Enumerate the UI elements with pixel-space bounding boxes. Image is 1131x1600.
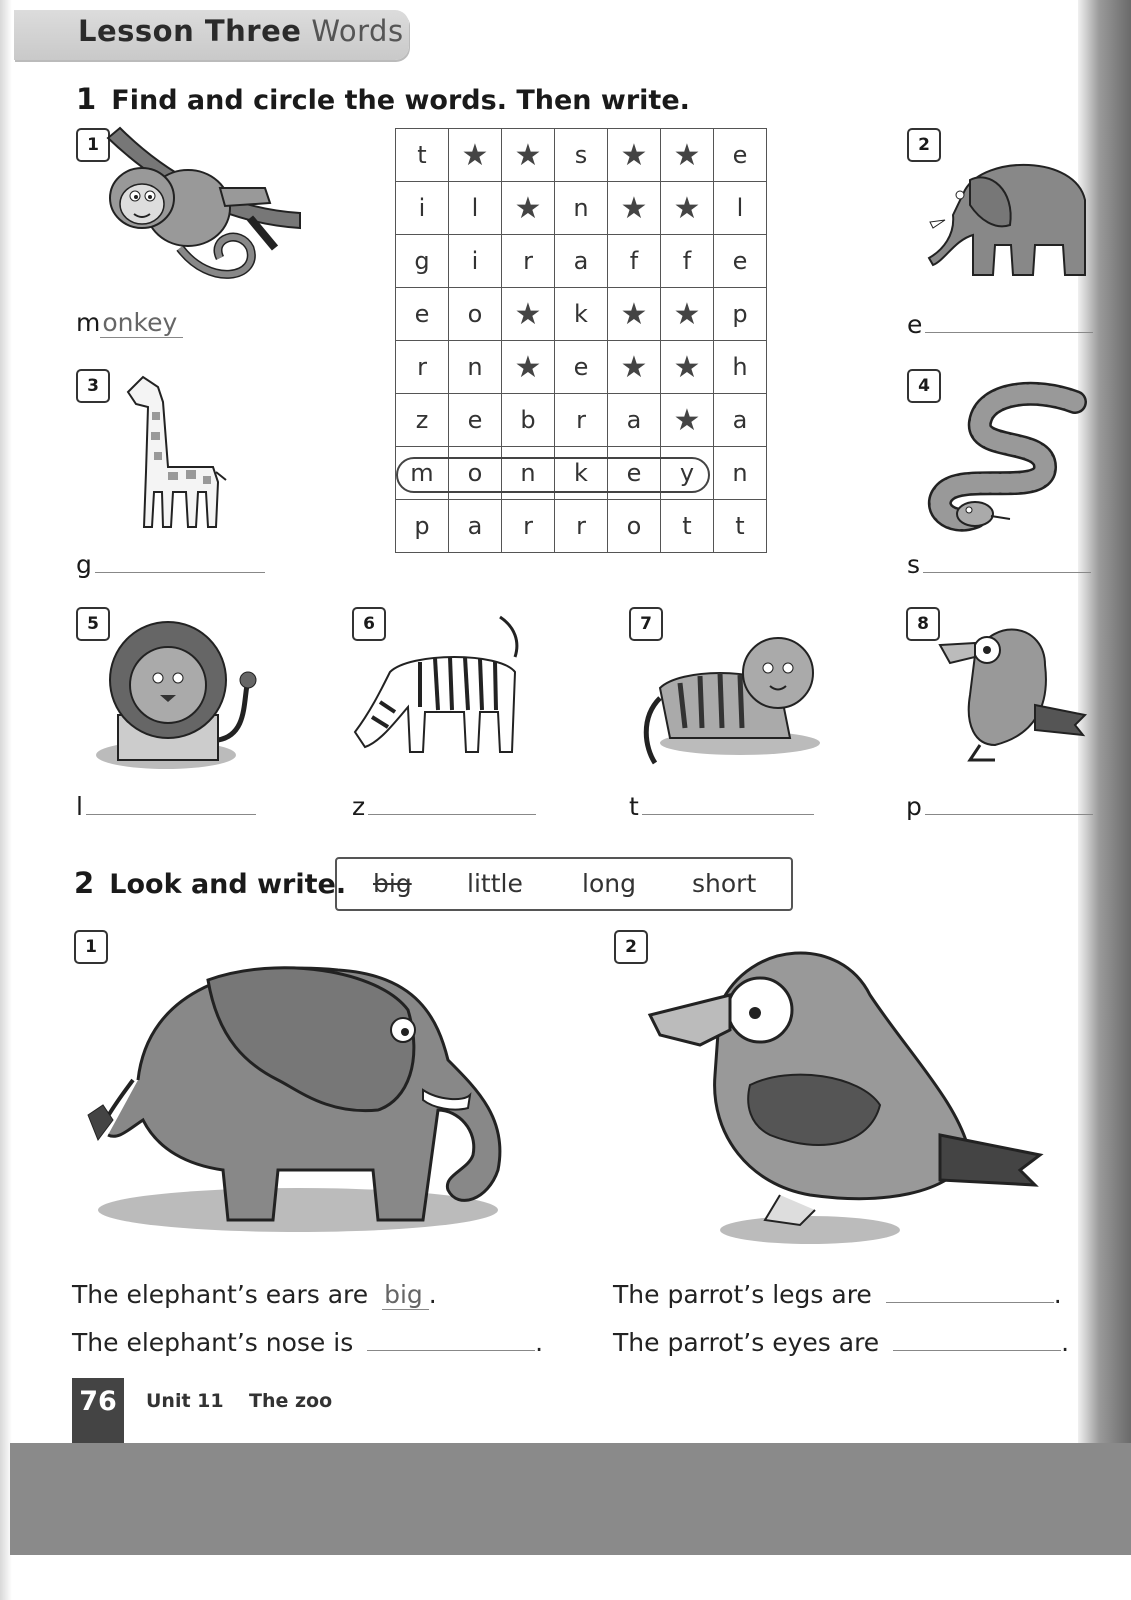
elephant-illustration xyxy=(925,150,1095,285)
scan-bottom-band xyxy=(10,1443,1131,1555)
large-elephant-illustration xyxy=(78,940,528,1240)
grid-letter-cell[interactable]: f xyxy=(608,235,661,288)
handwritten-answer: big xyxy=(382,1280,429,1310)
grid-letter-cell[interactable]: m xyxy=(396,447,449,500)
grid-letter-cell[interactable]: a xyxy=(608,394,661,447)
grid-letter-cell[interactable]: n xyxy=(502,447,555,500)
answer-line xyxy=(367,1349,535,1351)
answer-prefix: z xyxy=(352,792,366,821)
grid-letter-cell[interactable]: t xyxy=(661,500,714,553)
grid-letter-cell[interactable]: h xyxy=(714,341,767,394)
answer-zebra xyxy=(352,792,536,821)
exercise-1-heading xyxy=(76,82,690,116)
grid-letter-cell[interactable]: e xyxy=(714,235,767,288)
grid-letter-cell[interactable]: a xyxy=(714,394,767,447)
grid-star-cell[interactable]: ★ xyxy=(661,288,714,341)
grid-letter-cell[interactable]: r xyxy=(502,500,555,553)
grid-star-cell[interactable]: ★ xyxy=(661,129,714,182)
grid-letter-cell[interactable]: p xyxy=(396,500,449,553)
grid-letter-cell[interactable]: r xyxy=(555,500,608,553)
handwritten-answer: onkey xyxy=(100,308,183,338)
item-number-box: 3 xyxy=(76,369,110,403)
answer-line xyxy=(368,813,536,815)
grid-row xyxy=(396,129,767,182)
grid-letter-cell[interactable]: e xyxy=(396,288,449,341)
answer-giraffe xyxy=(76,550,265,579)
answer-monkey xyxy=(76,308,183,337)
footer-unit: Unit 11 xyxy=(146,1390,224,1412)
item-number-box: 8 xyxy=(906,607,940,641)
giraffe-illustration xyxy=(118,372,228,532)
item-number-box: 2 xyxy=(907,128,941,162)
grid-letter-cell[interactable]: r xyxy=(555,394,608,447)
item-number-box: 7 xyxy=(629,607,663,641)
exercise-instruction: Find and circle the words. Then write. xyxy=(111,85,690,116)
grid-star-cell[interactable]: ★ xyxy=(608,129,661,182)
answer-prefix: t xyxy=(629,792,639,821)
tiger-illustration xyxy=(640,628,820,768)
answer-prefix: p xyxy=(906,792,922,821)
answer-lion xyxy=(76,792,256,821)
answer-prefix: e xyxy=(907,310,923,339)
exercise-number: 1 xyxy=(76,82,97,116)
grid-letter-cell[interactable]: e xyxy=(449,394,502,447)
grid-letter-cell[interactable]: e xyxy=(555,341,608,394)
grid-letter-cell[interactable]: t xyxy=(396,129,449,182)
sentence-period: . xyxy=(1061,1328,1070,1357)
grid-letter-cell[interactable]: l xyxy=(714,182,767,235)
grid-letter-cell[interactable]: e xyxy=(608,447,661,500)
sentence-text: The parrot’s eyes are xyxy=(613,1328,880,1357)
answer-line xyxy=(925,331,1093,333)
grid-star-cell[interactable]: ★ xyxy=(608,288,661,341)
grid-letter-cell[interactable]: k xyxy=(555,447,608,500)
item-number-box: 4 xyxy=(907,369,941,403)
grid-star-cell[interactable]: ★ xyxy=(608,341,661,394)
grid-star-cell[interactable]: ★ xyxy=(502,182,555,235)
monkey-illustration xyxy=(100,128,310,298)
grid-star-cell[interactable]: ★ xyxy=(449,129,502,182)
exercise-number: 2 xyxy=(74,866,95,900)
footer-topic: The zoo xyxy=(249,1390,333,1412)
sentence-elephant-ears xyxy=(72,1280,437,1309)
answer-line xyxy=(925,813,1093,815)
grid-letter-cell[interactable]: f xyxy=(661,235,714,288)
large-parrot-illustration xyxy=(640,935,1050,1250)
word-option-long: long xyxy=(582,869,636,898)
grid-row xyxy=(396,235,767,288)
grid-letter-cell[interactable]: n xyxy=(714,447,767,500)
grid-letter-cell[interactable]: k xyxy=(555,288,608,341)
answer-prefix: l xyxy=(76,792,83,821)
item-number-box: 1 xyxy=(76,128,110,162)
grid-row xyxy=(396,341,767,394)
sentence-period: . xyxy=(428,1280,437,1309)
parrot-illustration xyxy=(935,615,1085,775)
item-number-box: 1 xyxy=(74,930,108,964)
grid-star-cell[interactable]: ★ xyxy=(661,394,714,447)
grid-row xyxy=(396,182,767,235)
grid-letter-cell[interactable]: o xyxy=(449,288,502,341)
answer-parrot xyxy=(906,792,1093,821)
answer-tiger xyxy=(629,792,814,821)
sentence-text: The parrot’s legs are xyxy=(613,1280,872,1309)
answer-prefix: g xyxy=(76,550,92,579)
grid-star-cell[interactable]: ★ xyxy=(502,129,555,182)
answer-elephant xyxy=(907,310,1093,339)
sentence-text: The elephant’s ears are xyxy=(72,1280,369,1309)
grid-letter-cell[interactable]: g xyxy=(396,235,449,288)
lesson-name: Lesson Three xyxy=(78,14,302,48)
grid-letter-cell[interactable]: o xyxy=(449,447,502,500)
item-number-box: 2 xyxy=(614,930,648,964)
grid-star-cell[interactable]: ★ xyxy=(608,182,661,235)
grid-letter-cell[interactable]: t xyxy=(714,500,767,553)
sentence-period: . xyxy=(1053,1280,1062,1309)
grid-letter-cell[interactable]: z xyxy=(396,394,449,447)
sentence-period: . xyxy=(535,1328,544,1357)
grid-letter-cell[interactable]: n xyxy=(555,182,608,235)
sentence-parrot-legs xyxy=(613,1280,1062,1309)
grid-star-cell[interactable]: ★ xyxy=(502,341,555,394)
grid-star-cell[interactable]: ★ xyxy=(661,182,714,235)
grid-letter-cell[interactable]: b xyxy=(502,394,555,447)
lesson-section: Words xyxy=(311,14,404,48)
grid-letter-cell[interactable]: a xyxy=(555,235,608,288)
grid-letter-cell[interactable]: a xyxy=(449,500,502,553)
grid-letter-cell[interactable]: i xyxy=(449,235,502,288)
snake-illustration xyxy=(925,382,1085,532)
grid-letter-cell[interactable]: i xyxy=(396,182,449,235)
circled-word-monkey xyxy=(396,457,710,493)
grid-letter-cell[interactable]: y xyxy=(661,447,714,500)
item-number-box: 6 xyxy=(352,607,386,641)
answer-line xyxy=(95,571,265,573)
answer-line xyxy=(642,813,814,815)
answer-snake xyxy=(907,550,1091,579)
sentence-text: The elephant’s nose is xyxy=(72,1328,354,1357)
grid-row xyxy=(396,288,767,341)
grid-star-cell[interactable]: ★ xyxy=(502,288,555,341)
zebra-illustration xyxy=(350,612,530,762)
exercise-instruction: Look and write. xyxy=(109,869,347,900)
answer-prefix: s xyxy=(907,550,921,579)
answer-line xyxy=(923,571,1091,573)
word-box xyxy=(335,857,793,911)
word-option-big: big xyxy=(373,869,412,898)
answer-prefix: m xyxy=(76,308,101,337)
grid-letter-cell[interactable]: r xyxy=(502,235,555,288)
grid-letter-cell[interactable]: n xyxy=(449,341,502,394)
sentence-parrot-eyes xyxy=(613,1328,1069,1357)
lesson-title xyxy=(78,14,404,48)
grid-letter-cell[interactable]: s xyxy=(555,129,608,182)
grid-row xyxy=(396,500,767,553)
grid-letter-cell[interactable]: e xyxy=(714,129,767,182)
answer-line xyxy=(886,1301,1054,1303)
word-option-little: little xyxy=(467,869,523,898)
grid-star-cell[interactable]: ★ xyxy=(661,341,714,394)
page-number: 76 xyxy=(72,1378,124,1446)
grid-letter-cell[interactable]: r xyxy=(396,341,449,394)
answer-line xyxy=(86,813,256,815)
grid-letter-cell[interactable]: o xyxy=(608,500,661,553)
grid-letter-cell[interactable]: p xyxy=(714,288,767,341)
grid-letter-cell[interactable]: l xyxy=(449,182,502,235)
grid-row xyxy=(396,394,767,447)
lion-illustration xyxy=(98,620,268,775)
exercise-2-heading xyxy=(74,866,346,900)
word-option-short: short xyxy=(692,869,757,898)
answer-line xyxy=(893,1349,1061,1351)
item-number-box: 5 xyxy=(76,607,110,641)
sentence-elephant-nose xyxy=(72,1328,543,1357)
page-left-edge xyxy=(0,0,12,1600)
